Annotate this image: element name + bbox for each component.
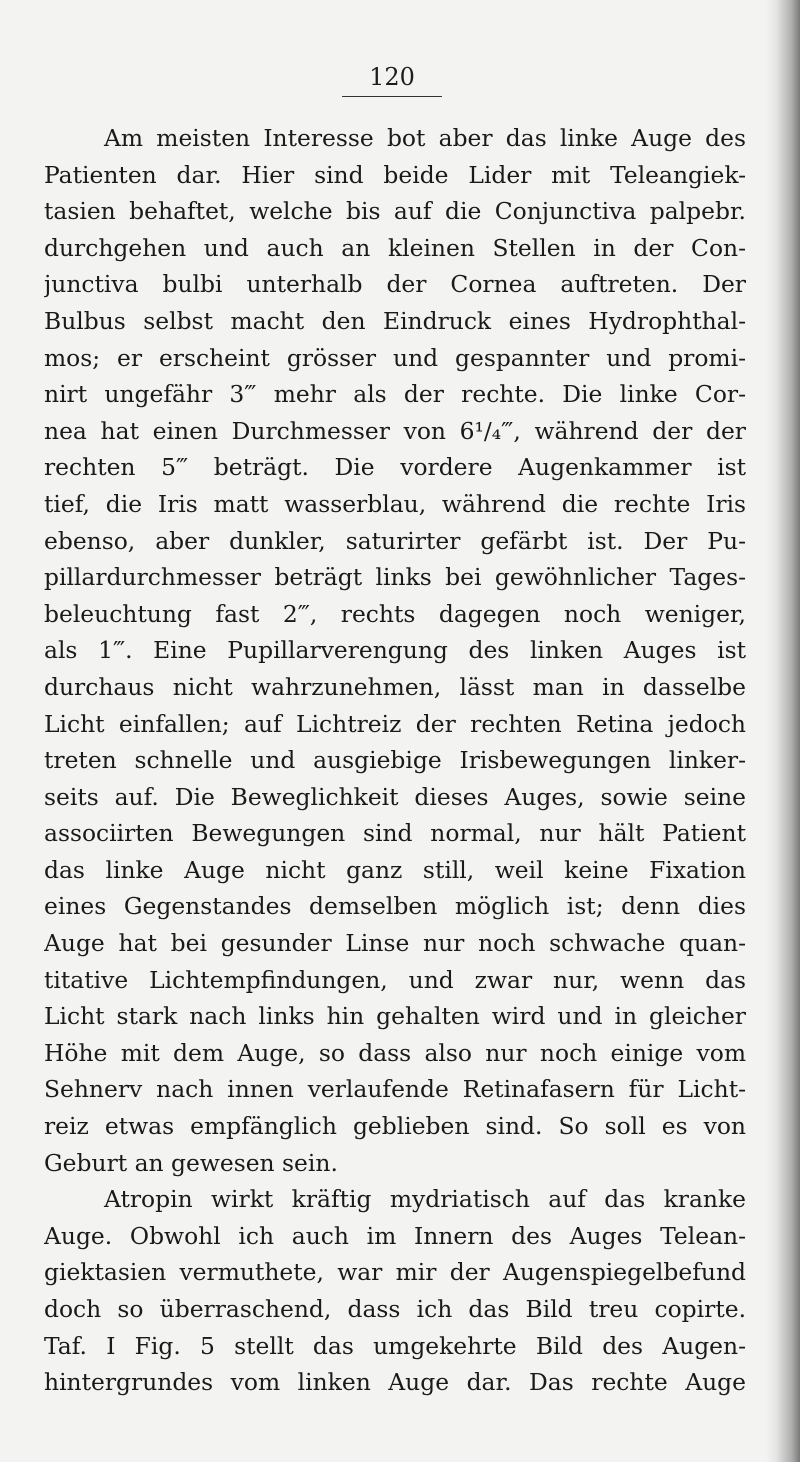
body-text [44,120,746,1401]
text-line: Auge hat bei gesunder Linse nur noch schwache quan- [44,929,746,958]
text-line: Patienten dar. Hier sind beide Lider mit Teleangiek- [44,160,746,189]
text-line: giektasien vermuthete, war mir der Augenspiegelbefund [44,1258,746,1287]
text-line: associirten Bewegungen sind normal, nur hält Patient [44,819,746,848]
page-number: 120 [369,63,415,91]
page-number-rule [342,96,442,97]
text-line: seits auf. Die Beweglichkeit dieses Auges, sowie seine [44,782,746,811]
text-line: durchgehen und auch an kleinen Stellen in der Con- [44,233,746,262]
text-line: rechten 5‴ beträgt. Die vordere Augenkammer ist [44,453,746,482]
text-line: Höhe mit dem Auge, so dass also nur noch einige vom [44,1038,746,1067]
text-line: das linke Auge nicht ganz still, weil keine Fixation [44,855,746,884]
text-line: Atropin wirkt kräftig mydriatisch auf das kranke [104,1185,746,1214]
text-line: nea hat einen Durchmesser von 6¹/₄‴, während der der [44,416,746,445]
text-line: reiz etwas empfänglich geblieben sind. So soll es von [44,1112,746,1141]
text-line: durchaus nicht wahrzunehmen, lässt man in dasselbe [44,672,746,701]
text-line: mos; er erscheint grösser und gespannter und promi- [44,343,746,372]
text-line: eines Gegenstandes demselben möglich ist; denn dies [44,892,746,921]
text-line: tasien behaftet, welche bis auf die Conjunctiva palpebr. [44,197,746,226]
text-line: Auge. Obwohl ich auch im Innern des Auges Telean- [44,1221,746,1250]
text-line: hintergrundes vom linken Auge dar. Das rechte Auge [44,1368,746,1397]
text-line: junctiva bulbi unterhalb der Cornea auftreten. Der [44,270,746,299]
text-line: tief, die Iris matt wasserblau, während die rechte Iris [44,489,746,518]
text-line: Am meisten Interesse bot aber das linke Auge des [104,124,746,152]
text-line: beleuchtung fast 2‴, rechts dagegen noch weniger, [44,599,746,628]
text-line: pillardurchmesser beträgt links bei gewöhnlicher Tages- [44,563,746,592]
text-line: treten schnelle und ausgiebige Irisbewegungen linker- [44,746,746,775]
text-line: Taf. I Fig. 5 stellt das umgekehrte Bild des Augen- [44,1331,746,1360]
text-line: nirt ungefähr 3‴ mehr als der rechte. Die linke Cor- [44,380,746,409]
text-line: Bulbus selbst macht den Eindruck eines Hydrophthal- [44,306,746,335]
text-line: Licht stark nach links hin gehalten wird und in gleicher [44,1002,746,1031]
text-line: als 1‴. Eine Pupillarverengung des linken Auges ist [44,636,746,665]
text-line: Sehnerv nach innen verlaufende Retinafasern für Licht- [44,1075,746,1104]
text-line: titative Lichtempfindungen, und zwar nur, wenn das [44,965,746,994]
text-line: Licht einfallen; auf Lichtreiz der rechten Retina jedoch [44,709,746,738]
binding-shadow [766,0,800,1462]
text-line: doch so überraschend, dass ich das Bild treu copirte. [44,1295,746,1323]
text-line: Geburt an gewesen sein. [44,1148,338,1177]
text-line: ebenso, aber dunkler, saturirter gefärbt ist. Der Pu- [44,526,746,555]
